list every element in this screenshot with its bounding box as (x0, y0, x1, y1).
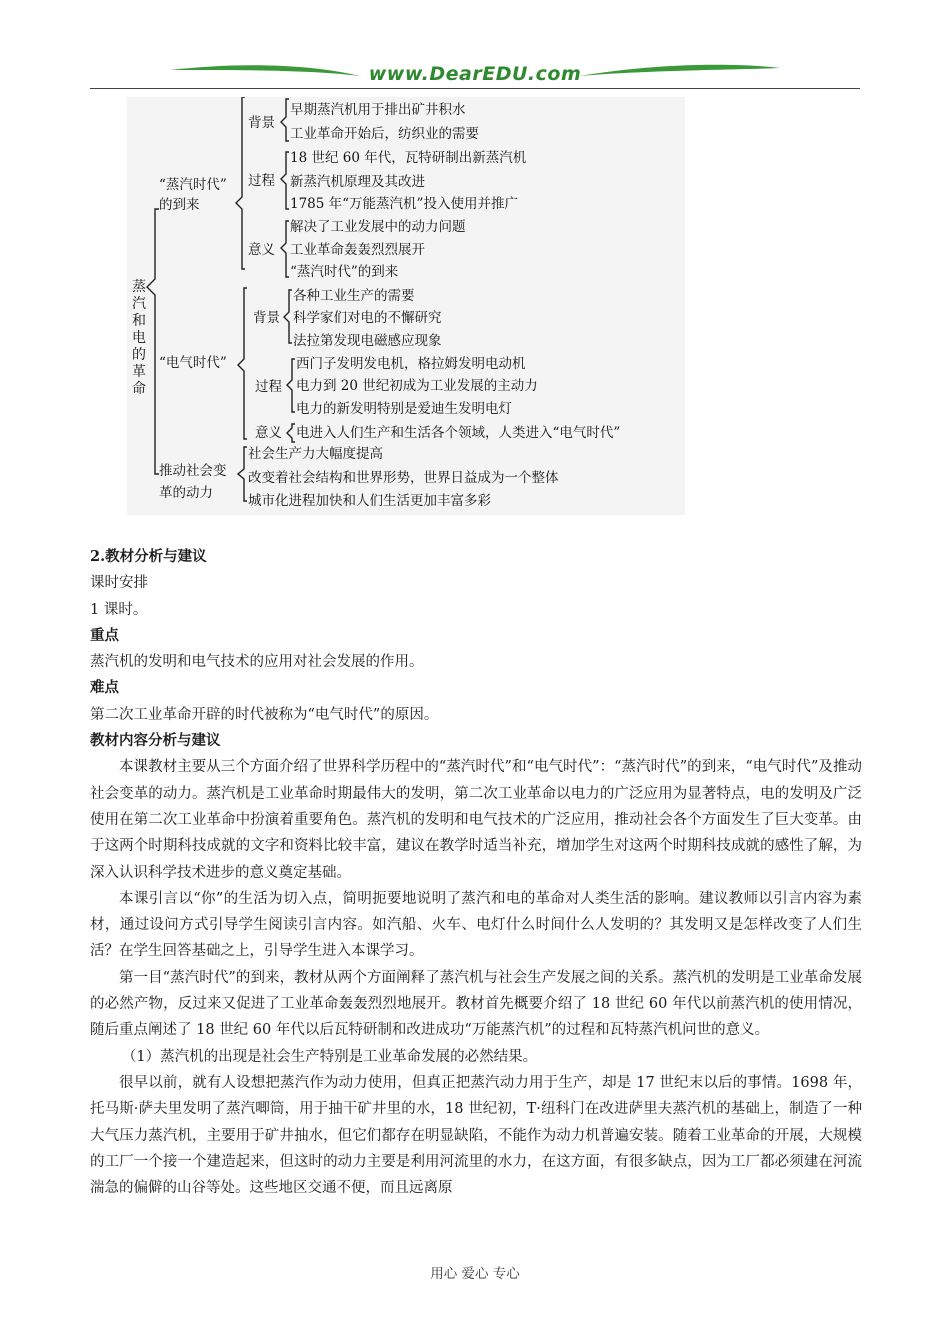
electric-background-item: 科学家们对电的不懈研究 (293, 310, 442, 326)
electric-process-item: 西门子发明发电机，格拉姆发明电动机 (296, 356, 526, 372)
steam-meaning-item: “蒸汽时代”的到来 (290, 264, 399, 280)
steam-age-title-line2: 的到来 (159, 197, 200, 213)
electric-background-item: 法拉第发现电磁感应现象 (293, 333, 442, 349)
steam-background-item: 早期蒸汽机用于排出矿井积水 (290, 102, 466, 118)
schedule-value: 1 课时。 (90, 601, 148, 618)
schedule-label: 课时安排 (90, 575, 148, 592)
document-body (90, 544, 862, 1201)
body-paragraph: 本课引言以“你”的生活为切入点，简明扼要地说明了蒸汽和电的革命对人类生活的影响。建议教师以引言内容为素材，通过设问方式引导学生阅读引言内容。如汽船、火车、电灯什么时间什么人发明的？其发明又是怎样改变了人们生活？在学生回答基础之上，引导学生进入本课学习。 (90, 890, 862, 960)
focus-label: 重点 (90, 626, 119, 644)
focus-text: 蒸汽机的发明和电气技术的应用对社会发展的作用。 (90, 654, 424, 671)
steam-process-item: 1785 年“万能蒸汽机”投入使用并推广 (290, 196, 518, 212)
section-title: 2.教材分析与建议 (90, 548, 207, 565)
steam-background-item: 工业革命开始后，纺织业的需要 (290, 126, 479, 142)
electric-meaning-text: 电进入人们生产和生活各个领域，人类进入“电气时代” (296, 425, 621, 441)
steam-meaning-item: 解决了工业发展中的动力问题 (290, 219, 466, 235)
electric-background-item: 各种工业生产的需要 (293, 288, 415, 304)
steam-age-title-line1: “蒸汽时代” (159, 177, 227, 193)
steam-process-item: 新蒸汽机原理及其改进 (290, 174, 425, 190)
diagram-root: 蒸汽和电的革命 (132, 279, 146, 397)
driving-force-item: 改变着社会结构和世界形势，世界日益成为一个整体 (248, 470, 559, 486)
steam-meaning-label: 意义 (248, 242, 275, 258)
body-paragraph: 很早以前，就有人设想把蒸汽作为动力使用，但真正把蒸汽动力用于生产，却是 17 世纪末以后的事情。1698 年，托马斯·萨夫里发明了蒸汽唧筒，用于抽干矿井里的水，18 世纪初，T·纽科门在改进萨里夫蒸汽机的基础上，制造了一种大气压力蒸汽机，主要用于矿井抽水，但它们都存在明显缺陷，不能作为动力机普遍安装。随着工业革命的开展，大规模的工厂一个接一个建造起来，但这时的动力主要是利用河流里的水力，在这方面，有很多缺点，因为工厂都必须建在河流湍急的偏僻的山谷等处。这些地区交通不便，而且远离原 (90, 1074, 862, 1197)
electric-background-label: 背景 (253, 310, 280, 326)
electric-age-title: “电气时代” (159, 355, 227, 371)
difficulty-label: 难点 (90, 679, 119, 697)
electric-meaning-label: 意义 (255, 425, 282, 441)
difficulty-text: 第二次工业革命开辟的时代被称为“电气时代”的原因。 (90, 706, 439, 723)
driving-force-title-line1: 推动社会变 (159, 463, 227, 479)
subpoint: （1）蒸汽机的出现是社会生产特别是工业革命发展的必然结果。 (121, 1048, 538, 1065)
steam-background-label: 背景 (248, 115, 275, 131)
analysis-label: 教材内容分析与建议 (90, 732, 221, 750)
body-paragraph: 本课教材主要从三个方面介绍了世界科学历程中的“蒸汽时代”和“电气时代”：“蒸汽时代”的到来，“电气时代”及推动社会变革的动力。蒸汽机是工业革命时期最伟大的发明，第二次工业革命以电力的广泛应用为显著特点，电的发明及广泛使用在第二次工业革命中扮演着重要角色。蒸汽机的发明和电气技术的广泛应用，推动社会各个方面发生了巨大变革。由于这两个时期科技成就的文字和资料比较丰富，建议在教学时适当补充，增加学生对这两个时期科技成就的感性了解，为深入认识科学技术进步的意义奠定基础。 (90, 759, 862, 881)
electric-process-item: 电力到 20 世纪初成为工业发展的主动力 (296, 378, 538, 394)
electric-process-label: 过程 (255, 379, 282, 395)
page-footer: 用心 爱心 专心 (430, 1266, 520, 1282)
page-header (90, 58, 860, 92)
electric-process-item: 电力的新发明特别是爱迪生发明电灯 (296, 401, 512, 417)
driving-force-item: 社会生产力大幅度提高 (248, 446, 383, 462)
header-rule (90, 88, 860, 89)
site-logo[interactable]: www.DearEDU.com (368, 63, 582, 85)
body-paragraph: 第一目“蒸汽时代”的到来，教材从两个方面阐释了蒸汽机与社会生产发展之间的关系。蒸汽机的发明是工业革命发展的必然产物，反过来又促进了工业革命轰轰烈烈地展开。教材首先概要介绍了 18 世纪 60 年代以前蒸汽机的使用情况，随后重点阐述了 18 世纪 60 年代以后瓦特研制和改进成功“万能蒸汽机”的过程和瓦特蒸汽机问世的意义。 (90, 969, 862, 1039)
driving-force-title-line2: 革的动力 (159, 485, 213, 501)
steam-process-item: 18 世纪 60 年代，瓦特研制出新蒸汽机 (290, 150, 527, 166)
driving-force-item: 城市化进程加快和人们生活更加丰富多彩 (248, 493, 491, 509)
steam-meaning-item: 工业革命轰轰烈烈展开 (290, 242, 425, 258)
concept-diagram (127, 97, 685, 515)
steam-process-label: 过程 (248, 173, 275, 189)
